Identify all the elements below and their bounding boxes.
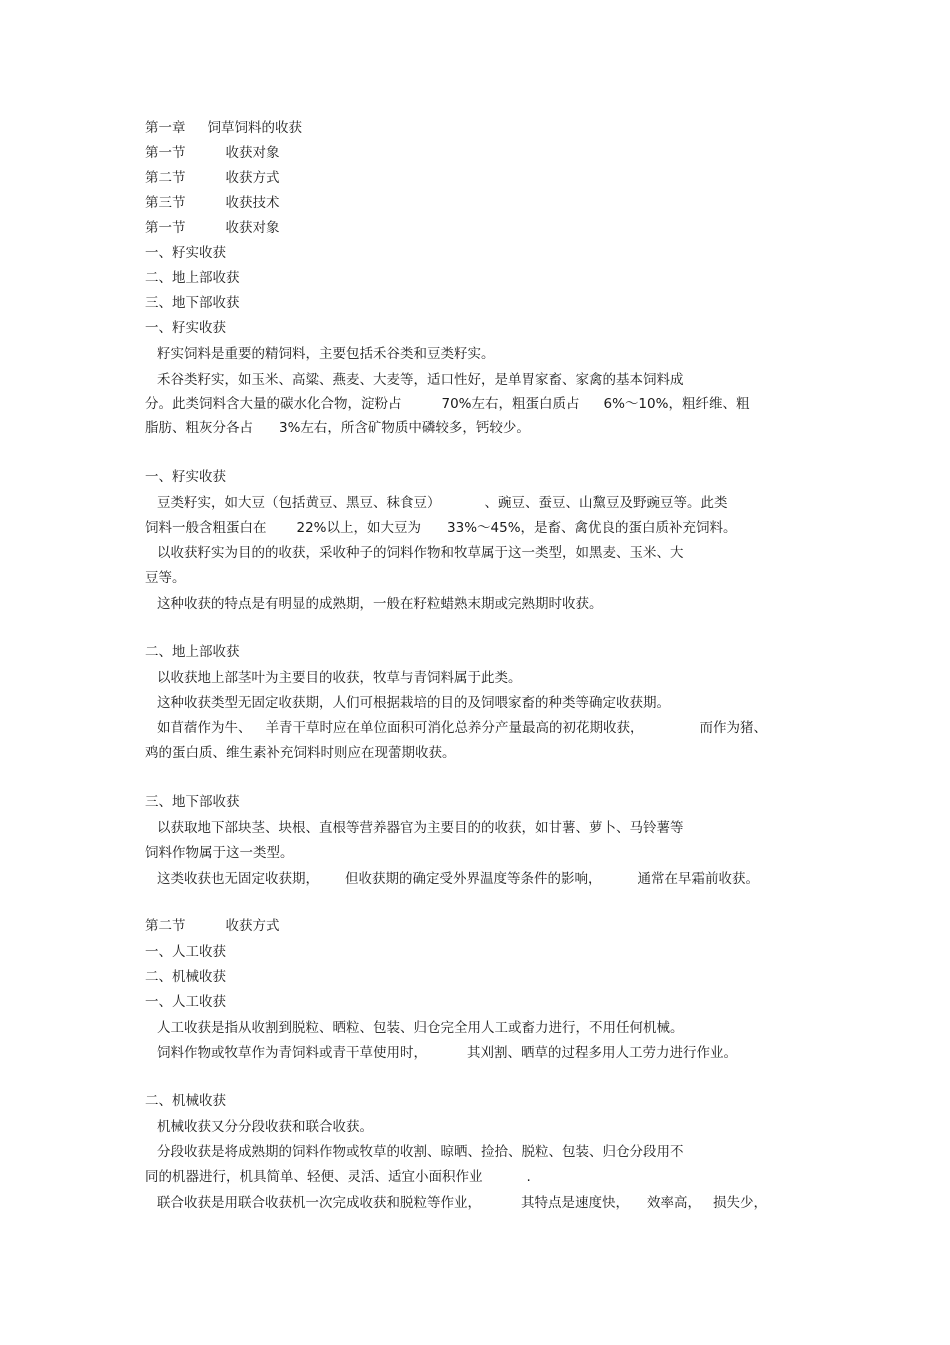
outline-item: 二、机械收获 (145, 969, 226, 985)
subsection-heading: 一、籽实收获 (145, 469, 226, 485)
paragraph: 籽实饲料是重要的精饲料，主要包括禾谷类和豆类籽实。 (157, 346, 495, 362)
text-fragment: 第二节 (145, 918, 186, 934)
subsection-heading: 一、人工收获 (145, 994, 226, 1010)
text-fragment: 饲料作物或牧草作为青饲料或青干草使用时， (157, 1045, 427, 1061)
text-fragment: 收获对象 (225, 145, 280, 161)
paragraph-line (157, 1044, 737, 1062)
subsection-heading: 一、籽实收获 (145, 320, 226, 336)
text-fragment: 第一章 (145, 120, 186, 136)
text-fragment: 6%～10%，粗纤维、粗 (603, 396, 750, 412)
paragraph: 机械收获又分分段收获和联合收获。 (157, 1119, 373, 1135)
text-fragment: 收获方式 (225, 918, 280, 934)
toc-item (145, 169, 280, 187)
section-heading (145, 219, 280, 237)
paragraph: 以收获地上部茎叶为主要目的收获，牧草与青饲料属于此类。 (157, 670, 522, 686)
paragraph-line: 豆等。 (145, 570, 186, 586)
text-fragment: 豆类籽实，如大豆（包括黄豆、黑豆、秣食豆） (157, 495, 441, 511)
paragraph-line (157, 870, 759, 888)
text-fragment: 第一节 (145, 220, 186, 236)
paragraph-line (157, 719, 767, 737)
text-fragment: 70%左右，粗蛋白质占 (441, 396, 580, 412)
subsection-heading: 三、地下部收获 (145, 794, 240, 810)
text-fragment: 如苜蓿作为牛、 (157, 720, 252, 736)
chapter-heading (145, 119, 302, 137)
text-fragment: 这类收获也无固定收获期， (157, 871, 319, 887)
text-fragment: 同的机器进行，机具简单、轻便、灵活、适宜小面积作业 (145, 1169, 483, 1185)
paragraph-line (145, 1168, 531, 1186)
paragraph: 这种收获类型无固定收获期，人们可根据栽培的目的及饲喂家畜的种类等确定收获期。 (157, 695, 670, 711)
text-fragment: 联合收获是用联合收获机一次完成收获和脱粒等作业， (157, 1195, 481, 1211)
text-fragment: 其特点是速度快， (521, 1195, 629, 1211)
toc-item (145, 144, 280, 162)
subsection-heading: 二、机械收获 (145, 1093, 226, 1109)
outline-item: 一、籽实收获 (145, 245, 226, 261)
text-fragment: 损失少， (713, 1195, 767, 1211)
text-fragment: 第三节 (145, 195, 186, 211)
paragraph-line (145, 419, 530, 437)
text-fragment: 收获技术 (225, 195, 280, 211)
toc-item (145, 194, 280, 212)
text-fragment: 33%～45%，是畜、禽优良的蛋白质补充饲料。 (447, 520, 737, 536)
text-fragment: 效率高， (647, 1195, 701, 1211)
paragraph: 以收获籽实为目的的收获，采收种子的饲料作物和牧草属于这一类型，如黑麦、玉米、大 (157, 545, 684, 561)
text-fragment: 、豌豆、蚕豆、山黧豆及野豌豆等。此类 (484, 495, 728, 511)
text-fragment: 但收获期的确定受外界温度等条件的影响， (345, 871, 602, 887)
outline-item: 三、地下部收获 (145, 295, 240, 311)
paragraph: 分段收获是将成熟期的饲料作物或牧草的收割、晾晒、捡拾、脱粒、包装、归仓分段用不 (157, 1144, 684, 1160)
paragraph-line (145, 395, 749, 413)
paragraph: 禾谷类籽实，如玉米、高粱、燕麦、大麦等，适口性好，是单胃家畜、家禽的基本饲料成 (157, 372, 684, 388)
paragraph: 以获取地下部块茎、块根、直根等营养器官为主要目的的收获，如甘薯、萝卜、马铃薯等 (157, 820, 684, 836)
outline-item: 一、人工收获 (145, 944, 226, 960)
text-fragment: 收获对象 (225, 220, 280, 236)
text-fragment: 22%以上，如大豆为 (296, 520, 422, 536)
text-fragment: 通常在早霜前收获。 (637, 871, 759, 887)
text-fragment: 饲料一般含粗蛋白在 (145, 520, 267, 536)
text-fragment: 脂肪、粗灰分各占 (145, 420, 253, 436)
outline-item: 二、地上部收获 (145, 270, 240, 286)
paragraph-line (157, 494, 728, 512)
text-fragment: 分。此类饲料含大量的碳水化合物，淀粉占 (145, 396, 402, 412)
text-fragment: 3%左右，所含矿物质中磷较多，钙较少。 (279, 420, 530, 436)
paragraph-line (145, 519, 737, 537)
text-fragment: 饲草饲料的收获 (207, 120, 302, 136)
paragraph: 人工收获是指从收割到脱粒、晒粒、包装、归仓完全用人工或畜力进行，不用任何机械。 (157, 1020, 684, 1036)
paragraph-line: 鸡的蛋白质、维生素补充饲料时则应在现蕾期收获。 (145, 745, 456, 761)
text-fragment: 而作为猪、 (699, 720, 767, 736)
text-fragment: 第一节 (145, 145, 186, 161)
section-heading (145, 917, 280, 935)
text-fragment: 羊青干草时应在单位面积可消化总养分产量最高的初花期收获， (265, 720, 644, 736)
paragraph-line (157, 1194, 767, 1212)
text-fragment: . (526, 1169, 531, 1185)
text-fragment: 收获方式 (225, 170, 280, 186)
text-fragment: 第二节 (145, 170, 186, 186)
text-fragment: 其刈割、晒草的过程多用人工劳力进行作业。 (467, 1045, 737, 1061)
paragraph: 这种收获的特点是有明显的成熟期，一般在籽粒蜡熟末期或完熟期时收获。 (157, 596, 603, 612)
paragraph-line: 饲料作物属于这一类型。 (145, 845, 294, 861)
subsection-heading: 二、地上部收获 (145, 644, 240, 660)
